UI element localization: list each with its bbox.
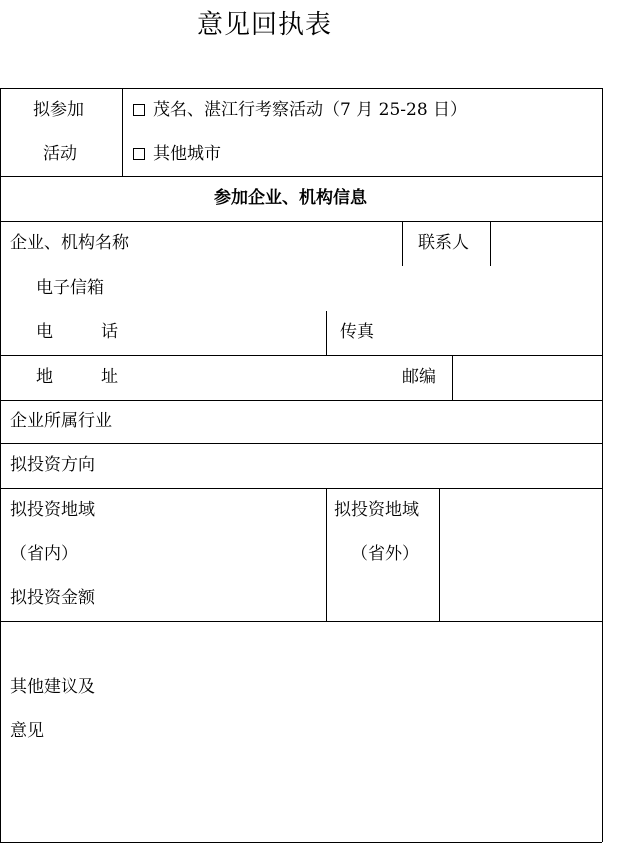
contact-divider (402, 221, 403, 266)
email-field[interactable] (120, 268, 600, 310)
region-in-label: （省内） (10, 544, 78, 564)
section-header: 参加企业、机构信息 (214, 188, 367, 208)
activity-option-other[interactable] (133, 144, 221, 164)
checkbox[interactable] (133, 148, 145, 160)
page-title: 意见回执表 (197, 10, 333, 40)
address-field[interactable] (120, 356, 396, 399)
postcode-field[interactable] (454, 356, 600, 399)
row-divider (0, 176, 602, 177)
address-label-char: 地 (36, 367, 53, 387)
row-divider (0, 443, 602, 444)
region-in-field[interactable] (110, 489, 324, 620)
org-name-label: 企业、机构名称 (10, 233, 129, 253)
row-divider (0, 621, 602, 622)
activity-label: 拟参加 (33, 100, 84, 120)
contact-field[interactable] (492, 222, 600, 265)
postcode-label: 邮编 (402, 367, 436, 387)
fax-field[interactable] (380, 312, 600, 354)
region-out-label: （省外） (351, 544, 419, 564)
table-right-border (602, 88, 603, 842)
contact-divider (490, 221, 491, 266)
direction-field[interactable] (110, 445, 600, 487)
fax-divider (326, 311, 327, 355)
region-out-field[interactable] (441, 489, 600, 620)
activity-option-maoming[interactable] (133, 100, 467, 120)
suggestion-label: 其他建议及 (10, 677, 95, 697)
amount-label: 拟投资金额 (10, 588, 95, 608)
contact-label: 联系人 (418, 233, 469, 253)
email-label: 电子信箱 (36, 278, 104, 298)
checkbox[interactable] (133, 104, 145, 116)
region-divider (439, 488, 440, 621)
activity-option-label: 茂名、湛江行考察活动（7 月 25-28 日） (153, 100, 468, 120)
activity-option-label: 其他城市 (153, 144, 221, 164)
table-bottom-border (0, 842, 602, 843)
postcode-divider (452, 355, 453, 400)
address-label-char: 址 (101, 367, 118, 387)
industry-label: 企业所属行业 (10, 411, 112, 431)
region-divider (326, 488, 327, 621)
region-in-label: 拟投资地域 (10, 500, 95, 520)
region-out-label: 拟投资地域 (334, 500, 419, 520)
table-top-border (0, 88, 602, 89)
industry-field[interactable] (130, 401, 600, 442)
phone-label (36, 322, 118, 342)
fax-label: 传真 (340, 322, 374, 342)
phone-field[interactable] (120, 312, 324, 354)
address-label (36, 367, 118, 387)
activity-label: 活动 (43, 144, 77, 164)
suggestion-field[interactable] (110, 623, 600, 841)
suggestion-label: 意见 (10, 721, 44, 741)
phone-label-char: 话 (101, 322, 118, 342)
phone-label-char: 电 (36, 322, 53, 342)
table-left-border (0, 88, 1, 842)
activity-divider (122, 88, 123, 176)
org-name-field[interactable] (150, 222, 400, 265)
direction-label: 拟投资方向 (10, 455, 95, 475)
